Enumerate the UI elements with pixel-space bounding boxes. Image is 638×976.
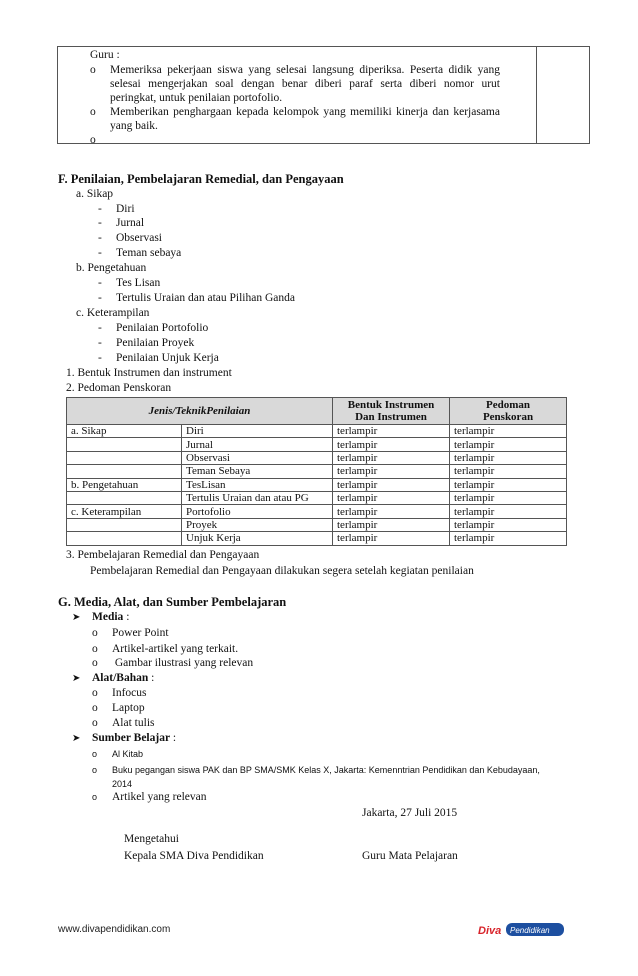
table-row: Proyek terlampir terlampir	[67, 518, 567, 531]
svg-text:Pendidikan: Pendidikan	[510, 926, 550, 935]
list-item: - Penilaian Unjuk Kerja	[98, 352, 219, 364]
section-g-title: G. Media, Alat, dan Sumber Pembelajaran	[58, 595, 287, 609]
list-item: - Teman sebaya	[98, 247, 182, 259]
header-pedoman: Pedoman Penskoran	[450, 398, 567, 425]
list-item: o Power Point	[92, 627, 169, 639]
scoring-table	[66, 397, 567, 546]
arrow-bullet-icon: ➤	[72, 733, 81, 744]
list-item: o Infocus	[92, 687, 147, 699]
section-f-title: F. Penilaian, Pembelajaran Remedial, dan Pengayaan	[58, 172, 344, 186]
table-row: Observasi terlampir terlampir	[67, 451, 567, 464]
list-item: o Alat tulis	[92, 717, 155, 729]
list-item: o	[90, 134, 96, 146]
list-item: - Tertulis Uraian dan atau Pilihan Ganda	[98, 292, 295, 304]
table-row: c. Keterampilan Portofolio terlampir terlampir	[67, 505, 567, 518]
table-row: a. Sikap Diri terlampir terlampir	[67, 425, 567, 438]
sikap-label: a. Sikap	[76, 188, 114, 200]
top-item-2-line-1: Memberikan penghargaan kepada kelompok yang memiliki kinerja dan kerjasama	[110, 106, 500, 118]
table-row: Jurnal terlampir terlampir	[67, 438, 567, 451]
numbered-item-3: 3. Pembelajaran Remedial dan Pengayaan	[66, 549, 260, 561]
keterampilan-label: c. Keterampilan	[76, 307, 150, 319]
list-item: o Al Kitab	[92, 749, 144, 759]
table-row: Tertulis Uraian dan atau PG terlampir terlampir	[67, 491, 567, 504]
pengetahuan-label: b. Pengetahuan	[76, 262, 147, 274]
list-item: o Artikel yang relevan	[92, 791, 207, 803]
remedial-text: Pembelajaran Remedial dan Pengayaan dilakukan segera setelah kegiatan penilaian	[90, 565, 474, 577]
top-item-2-line-2: yang baik.	[110, 120, 158, 132]
table-row: b. Pengetahuan TesLisan terlampir terlampir	[67, 478, 567, 491]
top-item-1-line-1: Memeriksa pekerjaan siswa yang selesai langsung diperiksa. Peserta didik yang	[110, 64, 500, 76]
signature-left: Kepala SMA Diva Pendidikan	[124, 850, 264, 862]
list-item: - Tes Lisan	[98, 277, 161, 289]
list-item: o Laptop	[92, 702, 145, 714]
sumber-year: 2014	[112, 779, 133, 789]
table-row: Teman Sebaya terlampir terlampir	[67, 465, 567, 478]
top-item-1-line-2: selesai mengerjakan soal dengan benar diberi paraf serta diberi nomor urut	[110, 78, 500, 90]
list-item: o Artikel-artikel yang terkait.	[92, 643, 239, 655]
list-item: - Diri	[98, 203, 135, 215]
list-item: - Penilaian Proyek	[98, 337, 195, 349]
mengetahui: Mengetahui	[124, 833, 179, 845]
list-item: o	[90, 64, 96, 76]
footer-url[interactable]: www.divapendidikan.com	[58, 924, 171, 935]
media-heading: ➤ Media :	[72, 611, 130, 623]
guru-label: Guru :	[90, 49, 120, 61]
list-item: - Observasi	[98, 232, 162, 244]
diva-logo	[476, 920, 576, 938]
svg-text:Diva: Diva	[478, 925, 502, 937]
place-date: Jakarta, 27 Juli 2015	[362, 807, 458, 819]
list-item: - Penilaian Portofolio	[98, 322, 209, 334]
header-bentuk: Bentuk Instrumen Dan Instrumen	[333, 398, 450, 425]
sumber-heading: ➤ Sumber Belajar :	[72, 732, 177, 744]
list-item: o Buku pegangan siswa PAK dan BP SMA/SMK Kelas X, Jakarta: Kemenntrian Pendidikan dan Kebudayaan,	[92, 765, 540, 775]
alat-heading: ➤ Alat/Bahan :	[72, 672, 155, 684]
top-item-1-line-3: peringkat, untuk penilaian portofolio.	[110, 92, 283, 104]
signature-right: Guru Mata Pelajaran	[362, 850, 458, 862]
list-item: o	[90, 106, 96, 118]
numbered-item-2: 2. Pedoman Penskoran	[66, 382, 172, 394]
table-divider	[536, 47, 537, 143]
list-item: o Gambar ilustrasi yang relevan	[92, 657, 254, 669]
list-item: - Jurnal	[98, 217, 145, 229]
header-jenis: Jenis/TeknikPenilaian	[67, 398, 333, 425]
arrow-bullet-icon: ➤	[72, 673, 81, 684]
arrow-bullet-icon: ➤	[72, 612, 81, 623]
table-row: Unjuk Kerja terlampir terlampir	[67, 532, 567, 545]
numbered-item-1: 1. Bentuk Instrumen dan instrument	[66, 367, 232, 379]
